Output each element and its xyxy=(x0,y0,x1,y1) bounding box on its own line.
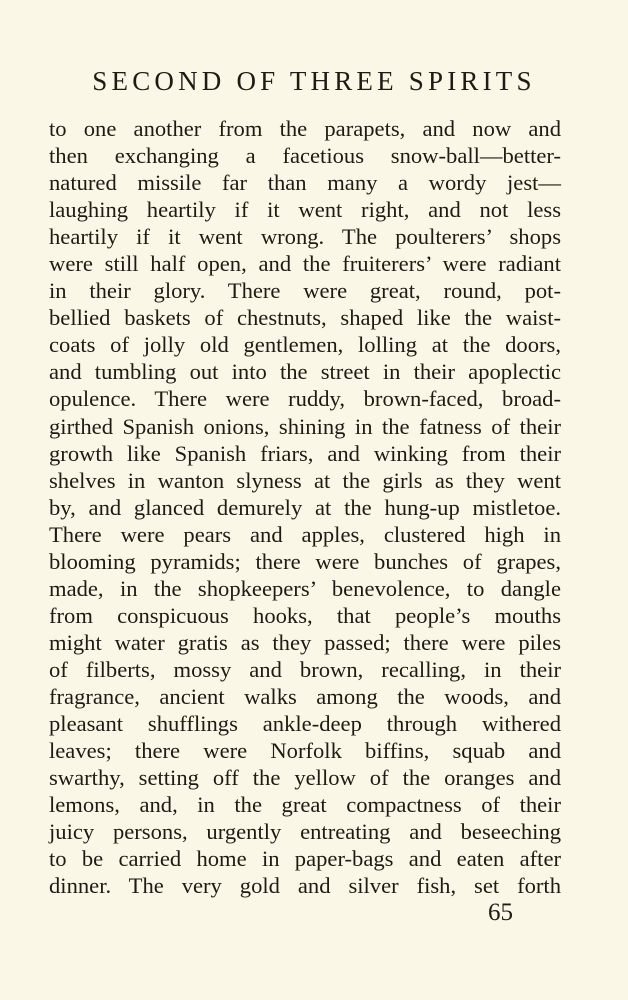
text-line: shelves in wanton slyness at the girls as they went xyxy=(49,467,561,493)
text-line: made, in the shopkeepers’ benevolence, to dangle xyxy=(49,575,561,601)
text-line: growth like Spanish friars, and winking from their xyxy=(49,440,561,466)
text-line: might water gratis as they passed; there were piles xyxy=(49,629,561,655)
text-line: bellied baskets of chestnuts, shaped like the waist- xyxy=(49,305,561,331)
text-line: were still half open, and the fruiterers’ were radiant xyxy=(49,251,561,277)
text-line: There were pears and apples, clustered high in xyxy=(49,521,561,547)
text-line: laughing heartily if it went right, and not less xyxy=(49,197,561,223)
text-line: lemons, and, in the great compactness of their xyxy=(49,792,561,818)
text-line: dinner. The very gold and silver fish, set forth xyxy=(49,873,561,899)
text-line: by, and glanced demurely at the hung-up mistletoe. xyxy=(49,494,561,520)
text-line: to be carried home in paper-bags and eaten after xyxy=(49,846,561,872)
text-line: then exchanging a facetious snow-ball—better- xyxy=(49,143,561,169)
page-number: 65 xyxy=(488,899,513,926)
text-line: opulence. There were ruddy, brown-faced, broad- xyxy=(49,386,561,412)
text-line: coats of jolly old gentlemen, lolling at the doors, xyxy=(49,332,561,358)
text-line: in their glory. There were great, round, pot- xyxy=(49,278,561,304)
text-line: natured missile far than many a wordy jest— xyxy=(49,170,561,196)
text-line: to one another from the parapets, and now and xyxy=(49,116,561,141)
text-line: heartily if it went wrong. The poulterers’ shops xyxy=(49,224,561,250)
text-line: juicy persons, urgently entreating and beseeching xyxy=(49,819,561,845)
text-line: leaves; there were Norfolk biffins, squab and xyxy=(49,738,561,764)
running-head: SECOND OF THREE SPIRITS xyxy=(92,66,536,96)
text-line: swarthy, setting off the yellow of the oranges and xyxy=(49,765,561,791)
text-line: girthed Spanish onions, shining in the fatness of their xyxy=(49,413,561,439)
text-line: and tumbling out into the street in their apoplectic xyxy=(49,359,561,385)
text-line: of filberts, mossy and brown, recalling, in their xyxy=(49,656,561,682)
text-line: pleasant shufflings ankle-deep through withered xyxy=(49,711,561,737)
text-line: blooming pyramids; there were bunches of grapes, xyxy=(49,548,561,574)
text-line: from conspicuous hooks, that people’s mouths xyxy=(49,602,561,628)
text-line: fragrance, ancient walks among the woods, and xyxy=(49,683,561,709)
body-text xyxy=(49,115,561,899)
